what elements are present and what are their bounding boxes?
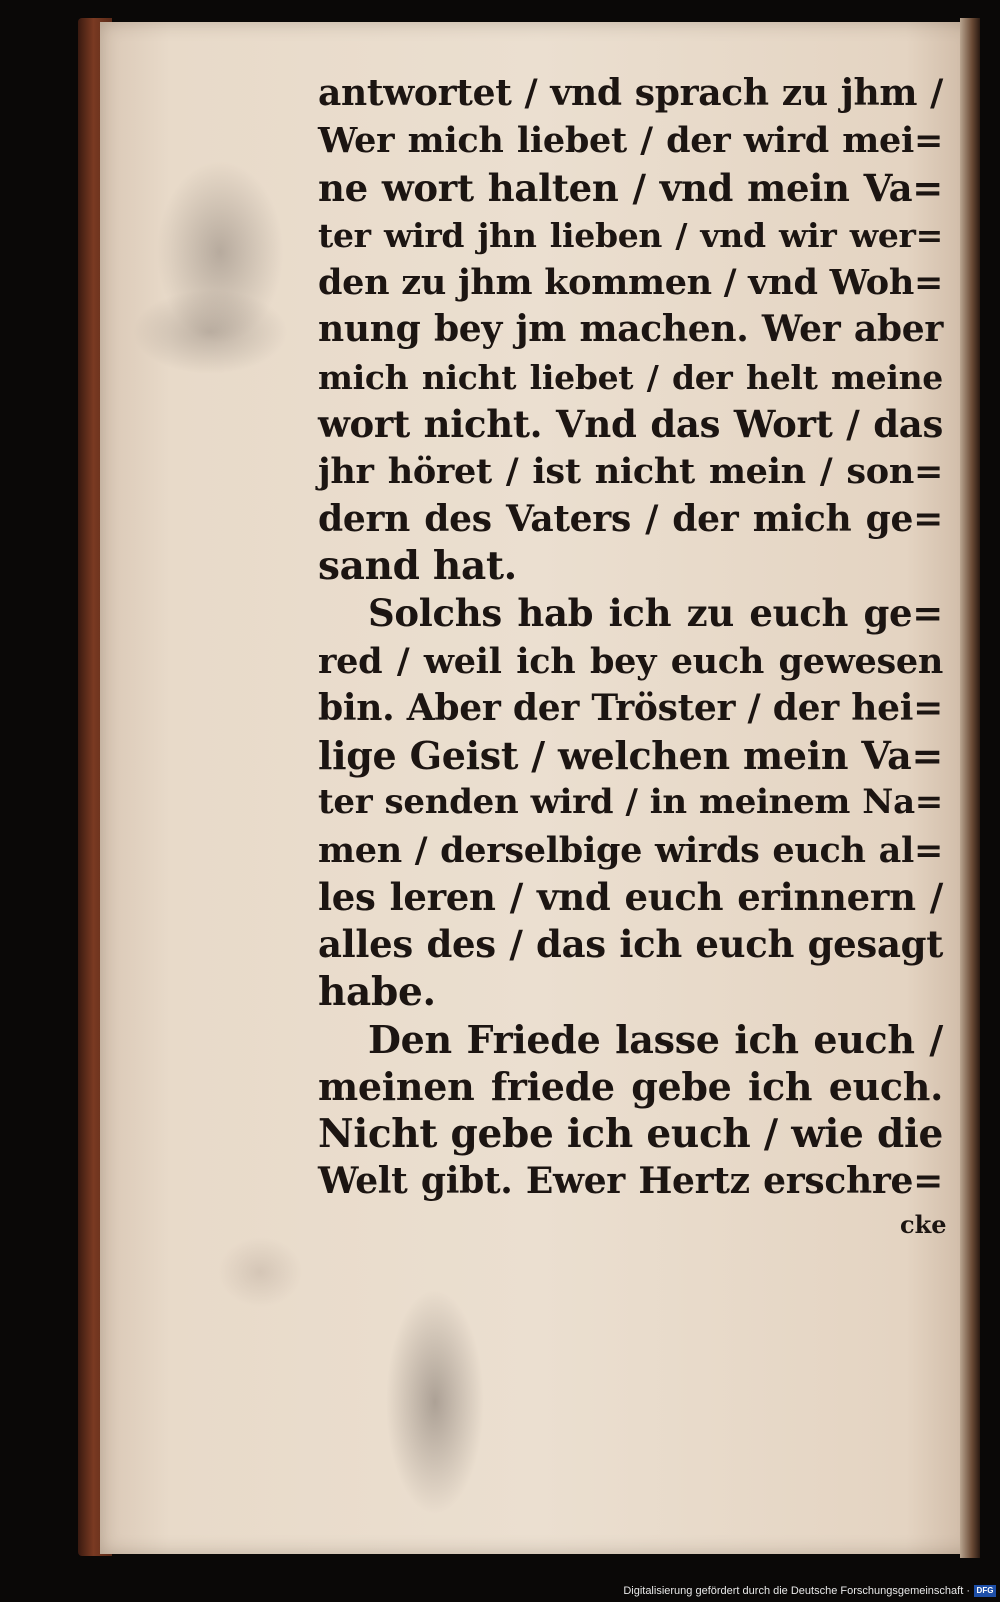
text-line: nung bey jm machen. Wer aber <box>318 308 943 351</box>
text-line: lige Geist / welchen mein Va= <box>318 733 943 779</box>
text-line: men / derselbige wirds euch al= <box>318 829 943 871</box>
text-line: den zu jhm kommen / vnd Woh= <box>318 262 943 304</box>
text-line: Nicht gebe ich euch / wie die <box>318 1110 943 1157</box>
page-gutter-shadow <box>960 18 980 1558</box>
text-line: les leren / vnd euch erinnern / <box>318 875 943 920</box>
text-line: alles des / das ich euch gesagt <box>318 922 943 967</box>
text-line: wort nicht. Vnd das Wort / das <box>318 402 943 447</box>
page-text-block <box>318 70 943 1205</box>
catchword: cke <box>900 1210 947 1239</box>
digitization-credit: Digitalisierung gefördert durch die Deutsche Forschungsgemeinschaft · <box>623 1585 970 1597</box>
text-line: jhr höret / ist nicht mein / son= <box>318 451 943 493</box>
text-line: habe. <box>318 968 436 1015</box>
text-line: Solchs hab ich zu euch ge= <box>368 591 943 636</box>
text-line: sand hat. <box>318 542 517 589</box>
text-line: ter wird jhn lieben / vnd wir wer= <box>318 215 943 255</box>
text-line: Den Friede lasse ich euch / <box>368 1016 943 1062</box>
text-line: Welt gibt. Ewer Hertz erschre= <box>318 1159 943 1202</box>
text-line: bin. Aber der Tröster / der hei= <box>318 686 943 729</box>
text-line: meinen friede gebe ich euch. <box>318 1064 943 1110</box>
dfg-logo: DFG <box>974 1585 996 1597</box>
text-line: red / weil ich bey euch gewesen <box>318 640 943 682</box>
text-line: ne wort halten / vnd mein Va= <box>318 165 943 210</box>
text-line: mich nicht liebet / der helt meine <box>318 357 943 397</box>
text-line: Wer mich liebet / der wird mei= <box>318 120 943 162</box>
text-line: dern des Vaters / der mich ge= <box>318 497 943 540</box>
text-line: ter senden wird / in meinem Na= <box>318 782 943 823</box>
text-line: antwortet / vnd sprach zu jhm / <box>318 72 943 114</box>
